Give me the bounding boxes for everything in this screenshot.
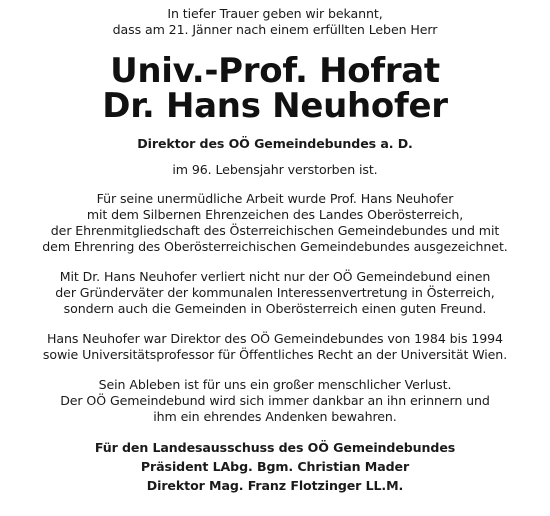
- loss-paragraph: [0, 269, 550, 317]
- deceased-role: [0, 136, 550, 152]
- paragraph-line: dem Ehrenring des Oberösterreichischen Gemeindebundes ausgezeichnet.: [42, 239, 508, 254]
- honors-paragraph: [0, 191, 550, 255]
- paragraph-line: mit dem Silbernen Ehrenzeichen des Landes Oberösterreich,: [86, 207, 464, 222]
- intro-text: [0, 6, 550, 38]
- paragraph-line: Mit Dr. Hans Neuhofer verliert nicht nur der OÖ Gemeindebund einen: [59, 269, 491, 284]
- career-paragraph: [0, 331, 550, 363]
- signature-line: Für den Landesausschuss des OÖ Gemeindebundes: [94, 440, 456, 455]
- role-line: Direktor des OÖ Gemeindebundes a. D.: [137, 136, 413, 151]
- paragraph-line: Hans Neuhofer war Direktor des OÖ Gemeindebundes von 1984 bis 1994: [47, 331, 503, 346]
- name-line-title: Univ.-Prof. Hofrat: [110, 51, 440, 91]
- intro-line: In tiefer Trauer geben wir bekannt,: [167, 6, 383, 21]
- paragraph-line: Der OÖ Gemeindebund wird sich immer dankbar an ihn erinnern und: [60, 393, 490, 408]
- paragraph-line: der Gründerväter der kommunalen Interessenvertretung in Österreich,: [55, 285, 495, 300]
- deceased-name: [0, 51, 550, 126]
- paragraph-line: ihm ein ehrendes Andenken bewahren.: [153, 409, 397, 424]
- death-line: im 96. Lebensjahr verstorben ist.: [172, 162, 378, 177]
- paragraph-line: Für seine unermüdliche Arbeit wurde Prof. Hans Neuhofer: [96, 191, 454, 206]
- paragraph-line: der Ehrenmitgliedschaft des Österreichischen Gemeindebundes und mit: [50, 223, 500, 238]
- remembrance-paragraph: [0, 377, 550, 425]
- name-line-fullname: Dr. Hans Neuhofer: [102, 86, 448, 126]
- signature-line: Direktor Mag. Franz Flotzinger LL.M.: [146, 478, 404, 493]
- signature-line: Präsident LAbg. Bgm. Christian Mader: [140, 459, 410, 474]
- intro-line: dass am 21. Jänner nach einem erfüllten Leben Herr: [112, 22, 438, 37]
- paragraph-line: sondern auch die Gemeinden in Oberösterreich einen guten Freund.: [63, 301, 487, 316]
- paragraph-line: Sein Ableben ist für uns ein großer menschlicher Verlust.: [98, 377, 452, 392]
- signature-block: [0, 438, 550, 495]
- paragraph-line: sowie Universitätsprofessor für Öffentliches Recht an der Universität Wien.: [42, 347, 508, 362]
- death-statement: [0, 162, 550, 178]
